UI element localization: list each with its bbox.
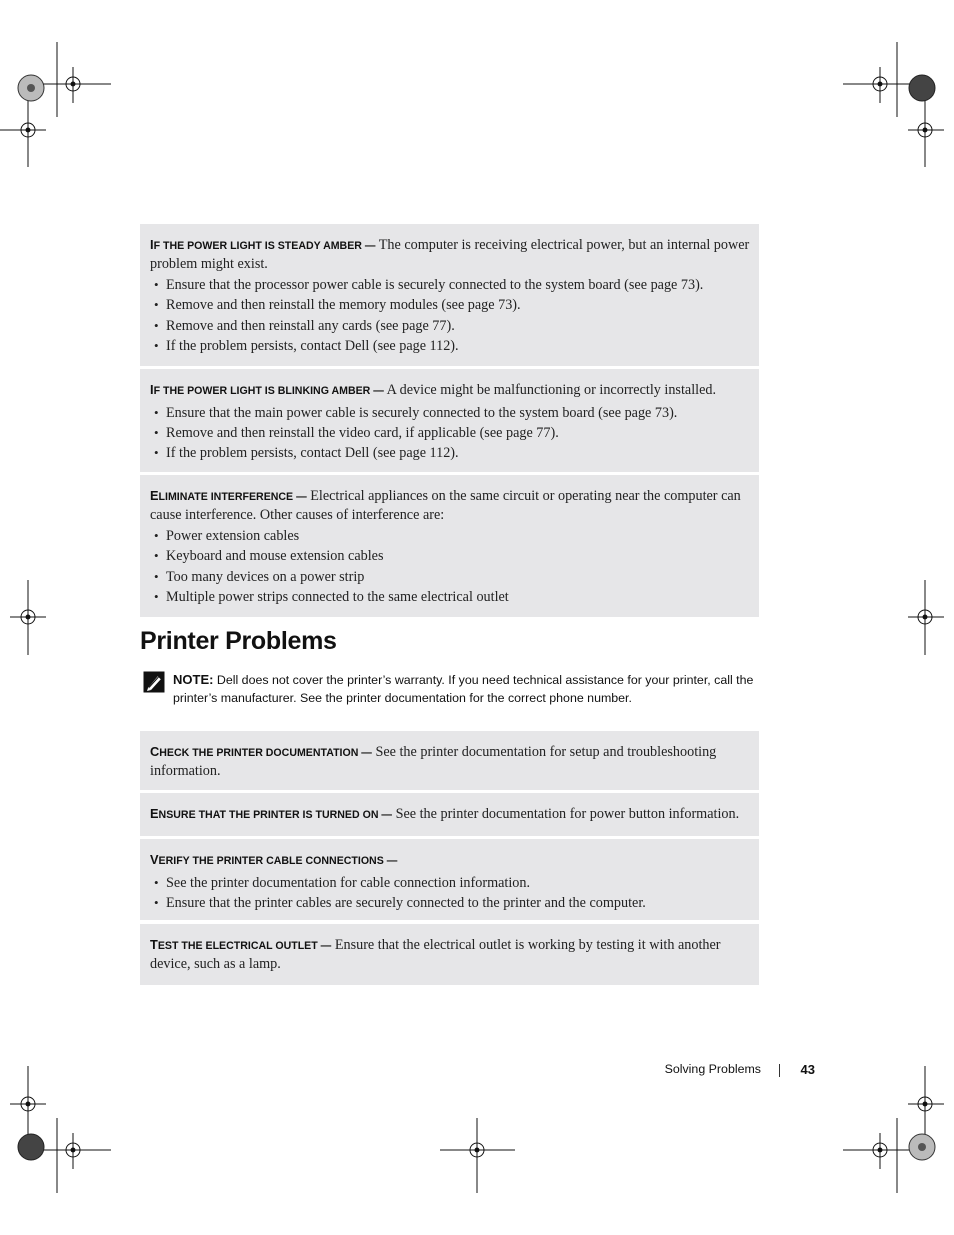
box-lead-text: See the printer documentation for power button information. [392,806,740,822]
list-item: • Power extension cables [150,526,750,546]
box-lead-text: See the printer documentation for setup and troubleshooting information. [150,744,717,779]
list-item: • See the printer documentation for cable connection information. [150,873,750,893]
note-label: NOTE: [173,672,214,687]
list-item: • Remove and then reinstall the memory modules (see page 73). [150,295,750,315]
box-lead-text: The computer is receiving electrical power, but an internal power problem might exist. [150,237,750,272]
list-item: • Remove and then reinstall the video card, if applicable (see page 77). [150,423,750,443]
note-text: Dell does not cover the printer’s warranty. If you need technical assistance for your printer, call the printer’s manufacturer. See the printer documentation for the correct phone number. [173,673,754,705]
box-lead-text: A device might be malfunctioning or incorrectly installed. [383,382,717,398]
list-item: • Ensure that the printer cables are securely connected to the printer and the computer. [150,893,750,913]
box-lead-text: Ensure that the electrical outlet is working by testing it with another device, such as a lamp. [150,937,721,972]
box-keyword: ELIMINATE INTERFERENCE — [150,488,307,503]
box-keyword: VERIFY THE PRINTER CABLE CONNECTIONS — [150,852,398,867]
box-keyword: ENSURE THAT THE PRINTER IS TURNED ON — [150,806,393,821]
list-item: • Remove and then reinstall any cards (see page 77). [150,316,750,336]
box-lead-text: Electrical appliances on the same circuit or operating near the computer can cause interference. Other causes of interference are: [150,488,741,523]
list-item: • Ensure that the main power cable is securely connected to the system board (see page 73). [150,403,750,423]
box-keyword: TEST THE ELECTRICAL OUTLET — [150,937,332,952]
list-item: • Multiple power strips connected to the same electrical outlet [150,587,750,607]
registration-star-icon [18,75,935,1160]
page-number: 43 [800,1062,815,1077]
list-item: • Too many devices on a power strip [150,567,750,587]
list-item: • Ensure that the processor power cable is securely connected to the system board (see page 73). [150,275,750,295]
box-keyword: CHECK THE PRINTER DOCUMENTATION — [150,744,372,759]
section-heading: Printer Problems [140,627,337,655]
box-keyword: IF THE POWER LIGHT IS BLINKING AMBER — [150,382,384,397]
footer-section-title: Solving Problems [664,1062,761,1076]
list-item: • If the problem persists, contact Dell (see page 112). [150,443,750,463]
box-keyword: IF THE POWER LIGHT IS STEADY AMBER — [150,237,376,252]
list-item: • Keyboard and mouse extension cables [150,546,750,566]
list-item: • If the problem persists, contact Dell (see page 112). [150,336,750,356]
